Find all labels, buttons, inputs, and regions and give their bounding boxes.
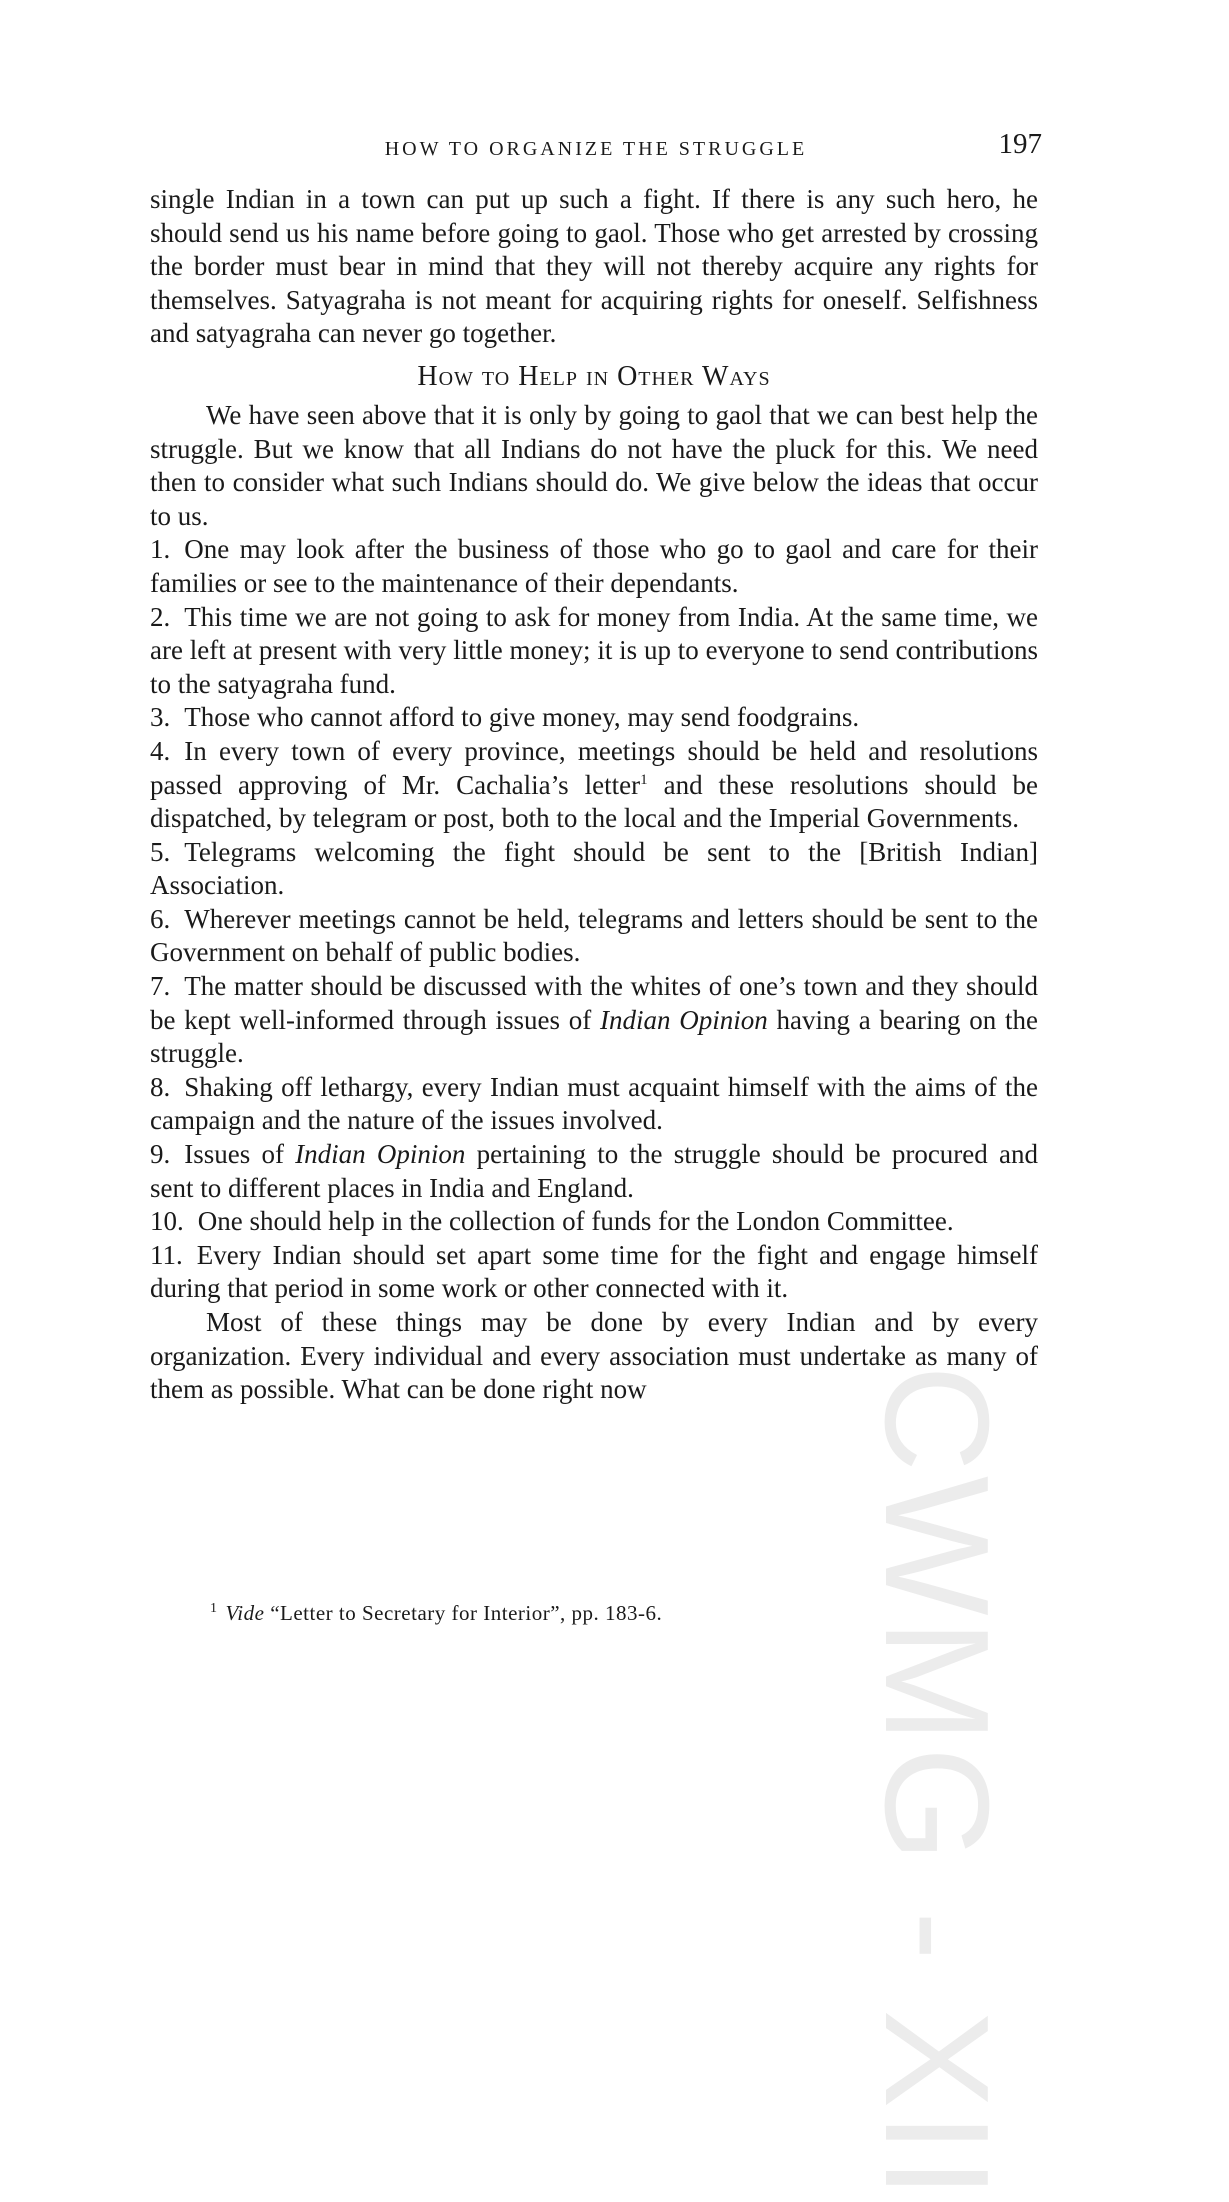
item-text: One should help in the collection of funds for the London Committee. (197, 1206, 954, 1237)
item-number: 4. (150, 735, 171, 766)
item-number: 9. (150, 1139, 171, 1170)
list-item-11 (150, 1239, 1038, 1306)
page-header (150, 128, 1042, 168)
item-text-continued: having a bearing on the struggle. (150, 1004, 1039, 1069)
intro-paragraph: single Indian in a town can put up such a fight. If there is any such hero, he should send us his name before going to gaol. Those who get arrested by crossing the border must bear in mind that they will not thereby acquire any rights for themselves. Satyagraha is not meant for acquiring rights for oneself. Selfishness and satyagraha can never go together. (150, 184, 1038, 349)
item-number: 1. (150, 534, 171, 565)
item-number: 5. (150, 836, 171, 867)
list-item-9 (150, 1138, 1038, 1205)
body-text (150, 183, 1038, 1407)
publication-title: Indian Opinion (295, 1139, 466, 1170)
item-number: 7. (150, 971, 171, 1002)
publication-title: Indian Opinion (600, 1004, 768, 1035)
page-number: 197 (998, 128, 1042, 160)
list-item-2 (150, 601, 1038, 702)
footnote-marker: 1 (210, 1601, 218, 1616)
list-item-6 (150, 903, 1038, 970)
item-text: One may look after the business of those who go to gaol and care for their families or see to the maintenance of their dependants. (150, 534, 1038, 598)
item-number: 11. (150, 1239, 183, 1270)
item-number: 8. (150, 1071, 171, 1102)
footnote (210, 1601, 1040, 1626)
item-text: Telegrams welcoming the fight should be sent to the [British Indian] Association. (150, 836, 1038, 901)
footnote-reference: 1 (640, 771, 648, 788)
list-item-4 (150, 735, 1038, 836)
item-number: 2. (150, 601, 171, 632)
footnote-vide: Vide (225, 1601, 265, 1625)
section-intro-paragraph: We have seen above that it is only by going to gaol that we can best help the struggle. But we know that all Indians do not have the pluck for this. We need then to consider what such Indians should do. We give below the ideas that occur to us. (150, 399, 1038, 531)
list-item-3 (150, 701, 1038, 735)
footnote-text: “Letter to Secretary for Interior”, pp. 183-6. (264, 1601, 663, 1625)
list-item-1 (150, 533, 1038, 600)
item-text: The matter should be discussed with the whites of one’s town and they should be kept well-informed through issues of (150, 971, 1038, 1035)
item-number: 10. (150, 1206, 184, 1237)
list-item-8 (150, 1071, 1038, 1138)
list-item-5 (150, 836, 1038, 903)
running-title: HOW TO ORGANIZE THE STRUGGLE (384, 138, 808, 160)
item-text: Wherever meetings cannot be held, telegrams and letters should be sent to the Government on behalf of public bodies. (150, 903, 1038, 968)
item-text: Shaking off lethargy, every Indian must acquaint himself with the aims of the campaign and the nature of the issues involved. (150, 1071, 1038, 1136)
watermark: CWMG - XII (854, 1365, 1019, 2202)
item-text-continued: and these resolutions should be dispatched, by telegram or post, both to the local and the Imperial Governments. (150, 769, 1038, 834)
item-text: Those who cannot afford to give money, may send foodgrains. (184, 702, 860, 733)
section-heading: How to Help in Other Ways (417, 360, 771, 392)
closing-paragraph: Most of these things may be done by every Indian and by every organization. Every individual and every association must undertake as many of them as possible. What can be done right now (150, 1307, 1038, 1405)
item-text-continued: pertaining to the struggle should be procured and sent to different places in India and England. (150, 1139, 1038, 1203)
list-item-7 (150, 970, 1038, 1071)
item-text: This time we are not going to ask for money from India. At the same time, we are left at present with very little money; it is up to everyone to send contributions to the satyagraha fund. (150, 601, 1038, 699)
item-text: In every town of every province, meetings should be held and resolutions passed approving of Mr. Cachalia’s letter (150, 735, 1038, 800)
item-text: Issues of (184, 1139, 296, 1170)
list-item-10 (150, 1205, 1038, 1239)
item-text: Every Indian should set apart some time for the fight and engage himself during that period in some work or other connected with it. (150, 1239, 1038, 1304)
item-number: 6. (150, 903, 171, 934)
item-number: 3. (150, 702, 171, 733)
